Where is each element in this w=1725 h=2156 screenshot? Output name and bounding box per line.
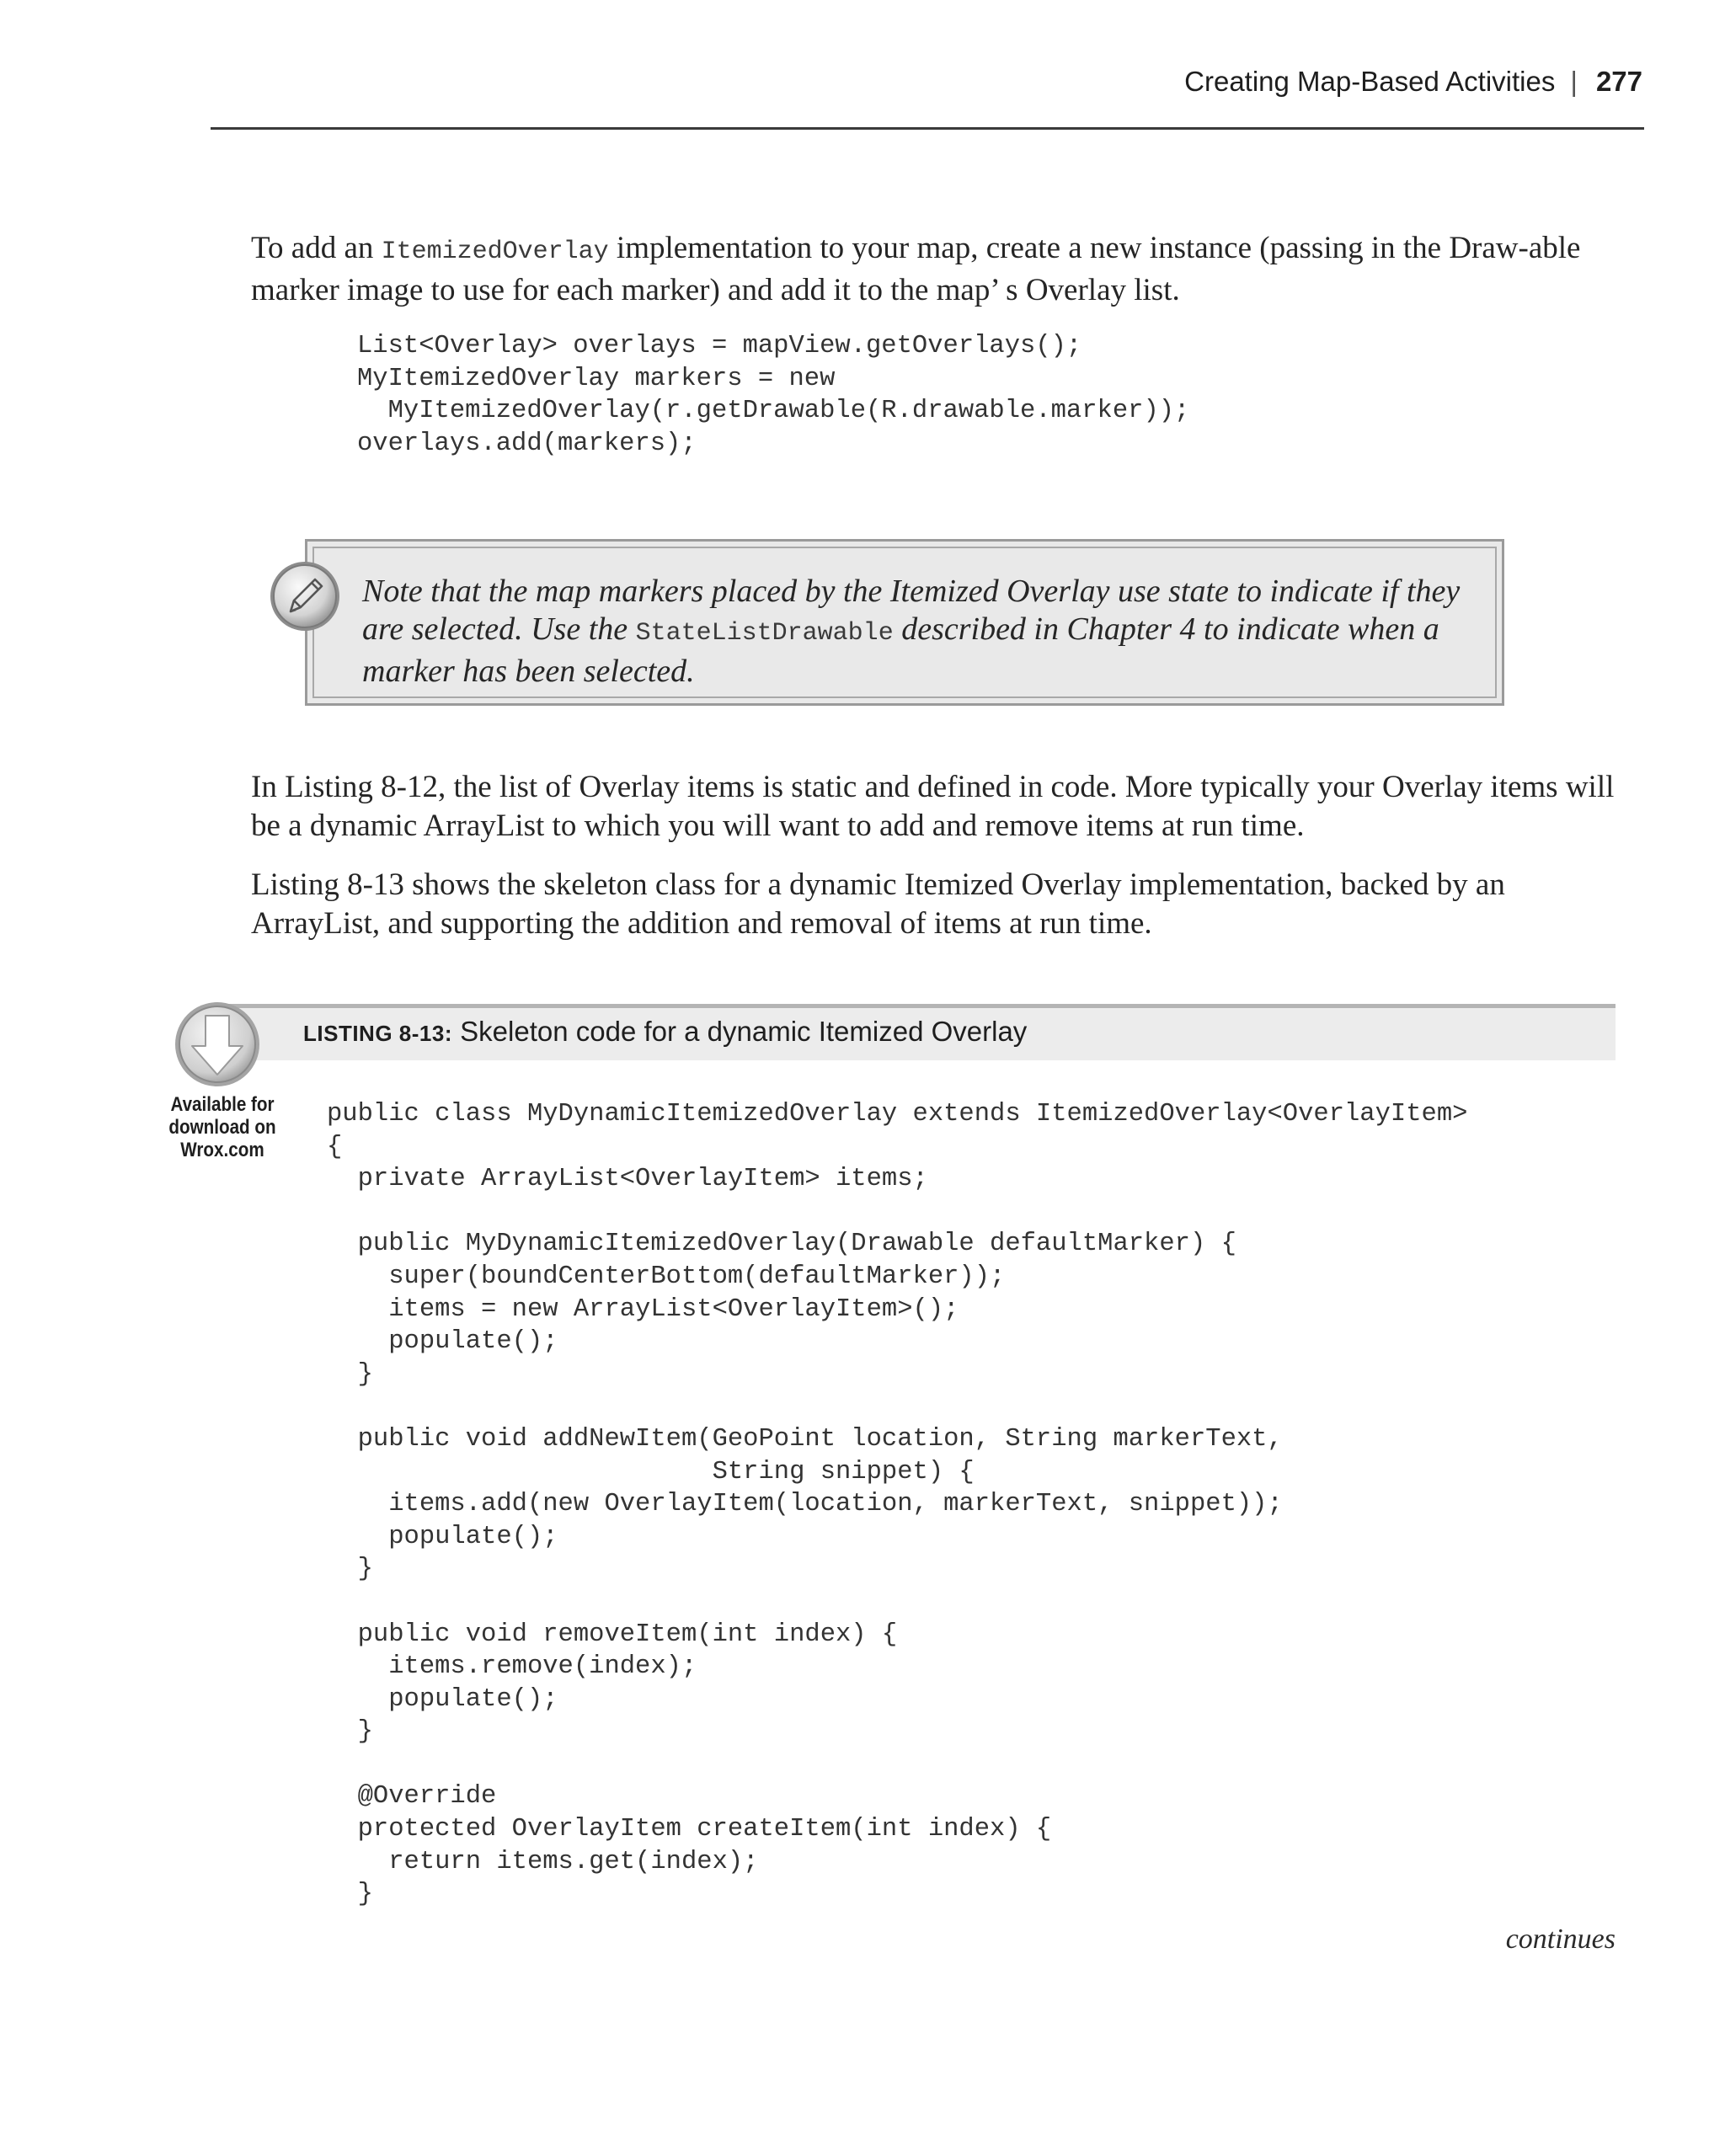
note-text <box>362 573 1474 691</box>
download-caption-line-3: Wrox.com <box>180 1139 264 1161</box>
intro-paragraph <box>251 229 1616 310</box>
page-number: 277 <box>1595 66 1642 97</box>
note-text-after: described in Chapter 4 to indicate when a marker has been selected. <box>362 611 1439 689</box>
download-arrow-icon <box>174 1001 261 1088</box>
intro-text-before: To add an <box>251 231 382 265</box>
code-snippet-overlays: List<Overlay> overlays = mapView.getOverlays(); MyItemizedOverlay markers = new MyItemizedOverlay(r.getDrawable(R.drawable.marker)); overlays.add(markers); <box>357 332 1190 458</box>
paragraph-static-list: In Listing 8-12, the list of Overlay items is static and defined in code. More typically your Overlay items will be a dynamic ArrayList to which you will want to add and remove items at run time. <box>251 770 1615 843</box>
listing-title <box>303 1016 1027 1048</box>
download-caption <box>160 1093 285 1161</box>
note-text-before: Note that the map markers placed by the Itemized Overlay use state to indicate if they are selected. Use the <box>362 574 1461 647</box>
pencil-icon <box>268 559 342 633</box>
continues-label: continues <box>1505 1924 1616 1955</box>
download-caption-line-2: download on <box>168 1116 276 1139</box>
note-code-term: StateListDrawable <box>635 619 894 648</box>
download-caption-line-1: Available for <box>170 1093 275 1116</box>
listing-code: public class MyDynamicItemizedOverlay extends ItemizedOverlay<OverlayItem> { private ArrayList<OverlayItem> items; public MyDynamicItemizedOverlay(Drawable defaultMarker) { super(boundCenterBottom(defaultMarker)); items = new ArrayList<OverlayItem>(); populate(); } public void addNewItem(GeoPoint location, String markerText, String snippet) { items.add(new OverlayItem(location, markerText, snippet)); populate(); } public void removeItem(int index) { items.remove(index); populate(); } @Override protected OverlayItem createItem(int index) { return items.get(index); } <box>327 1100 1468 1909</box>
listing-title-text: Skeleton code for a dynamic Itemized Overlay <box>460 1016 1028 1047</box>
header-rule <box>211 127 1644 130</box>
header-separator: | <box>1570 66 1578 97</box>
running-header <box>1184 66 1642 98</box>
intro-code-term: ItemizedOverlay <box>381 237 609 266</box>
paragraph-skeleton-class: Listing 8-13 shows the skeleton class for a dynamic Itemized Overlay implementation, backed by an ArrayList, and supporting the addition and removal of items at run time. <box>251 867 1505 941</box>
running-title: Creating Map-Based Activities <box>1184 66 1556 97</box>
intro-text-after: implementation to your map, create a new instance (passing in the Draw-able marker image to use for each marker) and add it to the map’ s Overlay list. <box>251 231 1581 307</box>
listing-label: LISTING 8-13: <box>303 1021 452 1046</box>
